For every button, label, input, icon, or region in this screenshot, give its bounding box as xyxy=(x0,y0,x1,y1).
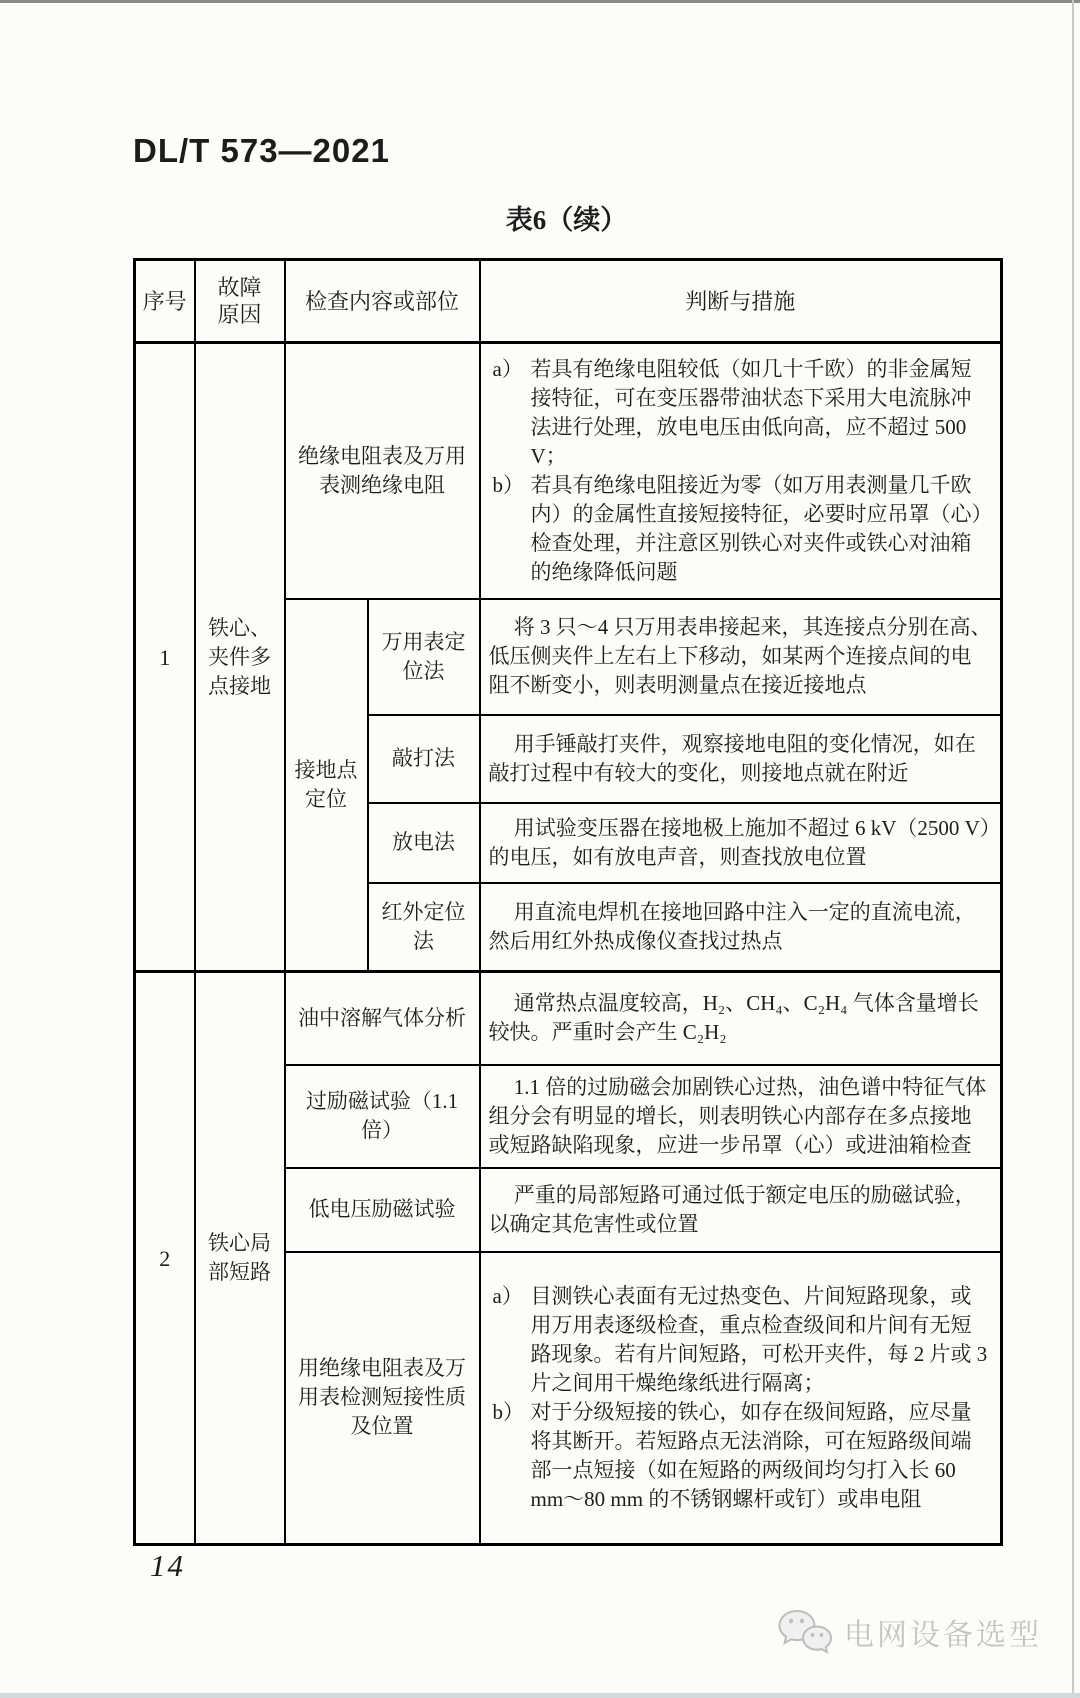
method-discharge-name: 放电法 xyxy=(368,803,480,883)
scan-edge-right xyxy=(1072,0,1074,1698)
locate-group-label: 接地点定位 xyxy=(285,599,368,972)
short-item-b-text: 对于分级短接的铁心，如存在级间短路，应尽量将其断开。若短路点无法消除，可在短路级间端部一点短接（如在短路的两级间均匀打入长 60 mm～80 mm 的不锈钢螺杆或钉）或串电阻 xyxy=(530,1399,972,1511)
check-overexcitation-para: 1.1 倍的过励磁会加剧铁心过热，油色谱中特征气体组分会有明显的增长，则表明铁心内部存在多点接地或短路缺陷现象，应进一步吊罩（心）或进油箱检查 xyxy=(488,1074,987,1157)
method-infrared-desc xyxy=(480,883,1002,972)
table-header-row xyxy=(135,260,1002,343)
check-short-name: 用绝缘电阻表及万用表检测短接性质及位置 xyxy=(285,1252,480,1545)
check-overexcitation-name: 过励磁试验（1.1 倍） xyxy=(285,1065,480,1168)
row2-number: 2 xyxy=(135,972,195,1545)
fault-diagnosis-table xyxy=(133,258,1003,1546)
scan-edge-top xyxy=(0,0,1080,3)
table-title: 表6（续） xyxy=(505,205,628,235)
short-item-b xyxy=(489,1398,993,1514)
watermark xyxy=(776,1608,1042,1656)
method-multimeter-desc xyxy=(480,599,1002,715)
standard-number: DL/T 573—2021 xyxy=(133,132,390,169)
measure-item-b-text: 若具有绝缘电阻接近为零（如万用表测量几千欧内）的金属性直接短接特征，必要时应吊罩（心）检查处理，并注意区别铁心对夹件或铁心对油箱的绝缘降低问题 xyxy=(530,472,983,584)
page-number: 14 xyxy=(150,1548,185,1583)
check-dga-para: 通常热点温度较高，H₂、CH₄、C₂H₄ 气体含量增长较快。严重时会产生 C₂H₂ xyxy=(488,991,979,1045)
check-lowvoltage-para: 严重的局部短路可通过低于额定电压的励磁试验，以确定其危害性或位置 xyxy=(488,1182,976,1236)
method-multimeter-para: 将 3 只～4 只万用表串接起来，其连接点分别在高、低压侧夹件上左右上下移动，如某两个连接点间的电阻不断变小，则表明测量点在接近接地点 xyxy=(488,615,992,697)
header-judge: 判断与措施 xyxy=(480,260,1002,343)
check-short-measures xyxy=(480,1252,1002,1545)
short-item-a-text: 目测铁心表面有无过热变色、片间短路现象，或用万用表逐级检查，重点检查级间和片间有无短路现象。若有片间短路，可松开夹件，每 2 片或 3 片之间用干燥绝缘纸进行隔离； xyxy=(530,1283,988,1395)
wechat-icon xyxy=(776,1608,834,1656)
short-item-a xyxy=(489,1282,993,1398)
row1-insulation-measures xyxy=(480,343,1002,599)
method-discharge-desc xyxy=(480,803,1002,883)
row1-cause: 铁心、夹件多点接地 xyxy=(195,343,285,972)
check-overexcitation-desc xyxy=(480,1065,1002,1168)
measure-item-b xyxy=(489,471,993,587)
measure-item-a xyxy=(489,355,993,471)
header-check: 检查内容或部位 xyxy=(285,260,480,343)
watermark-text: 电网设备选型 xyxy=(844,1619,1042,1652)
check-lowvoltage-desc xyxy=(480,1168,1002,1252)
method-infrared-para: 用直流电焊机在接地回路中注入一定的直流电流，然后用红外热成像仪查找过热点 xyxy=(488,899,976,953)
check-dga-name: 油中溶解气体分析 xyxy=(285,972,480,1065)
row2-cause: 铁心局部短路 xyxy=(195,972,285,1545)
method-multimeter-name: 万用表定位法 xyxy=(368,599,480,715)
row1-insulation-check: 绝缘电阻表及万用表测绝缘电阻 xyxy=(285,343,480,599)
row1-number: 1 xyxy=(135,343,195,972)
measure-item-a-text: 若具有绝缘电阻较低（如几十千欧）的非金属短接特征，可在变压器带油状态下采用大电流脉冲法进行处理，放电电压由低向高，应不超过 500 V； xyxy=(530,356,972,468)
scan-edge-bottom xyxy=(0,1693,1080,1698)
method-knock-para: 用手锤敲打夹件，观察接地电阻的变化情况，如在敲打过程中有较大的变化，则接地点就在附近 xyxy=(488,731,976,785)
header-cause-label: 故障原因 xyxy=(217,275,262,327)
method-knock-name: 敲打法 xyxy=(368,715,480,803)
header-no: 序号 xyxy=(135,260,195,343)
table-row-2-dga xyxy=(135,972,1002,1065)
method-knock-desc xyxy=(480,715,1002,803)
method-discharge-para: 用试验变压器在接地极上施加不超过 6 kV（2500 V）的电压，如有放电声音，则查找放电位置 xyxy=(488,815,991,869)
table-row-1-insulation xyxy=(135,343,1002,599)
check-dga-desc xyxy=(480,972,1002,1065)
short-item-a-label: a） xyxy=(492,1283,523,1308)
measure-item-a-label: a） xyxy=(492,356,523,381)
header-cause xyxy=(195,260,285,343)
short-item-b-label: b） xyxy=(492,1399,525,1424)
method-infrared-name: 红外定位法 xyxy=(368,883,480,972)
measure-item-b-label: b） xyxy=(492,472,525,497)
check-lowvoltage-name: 低电压励磁试验 xyxy=(285,1168,480,1252)
